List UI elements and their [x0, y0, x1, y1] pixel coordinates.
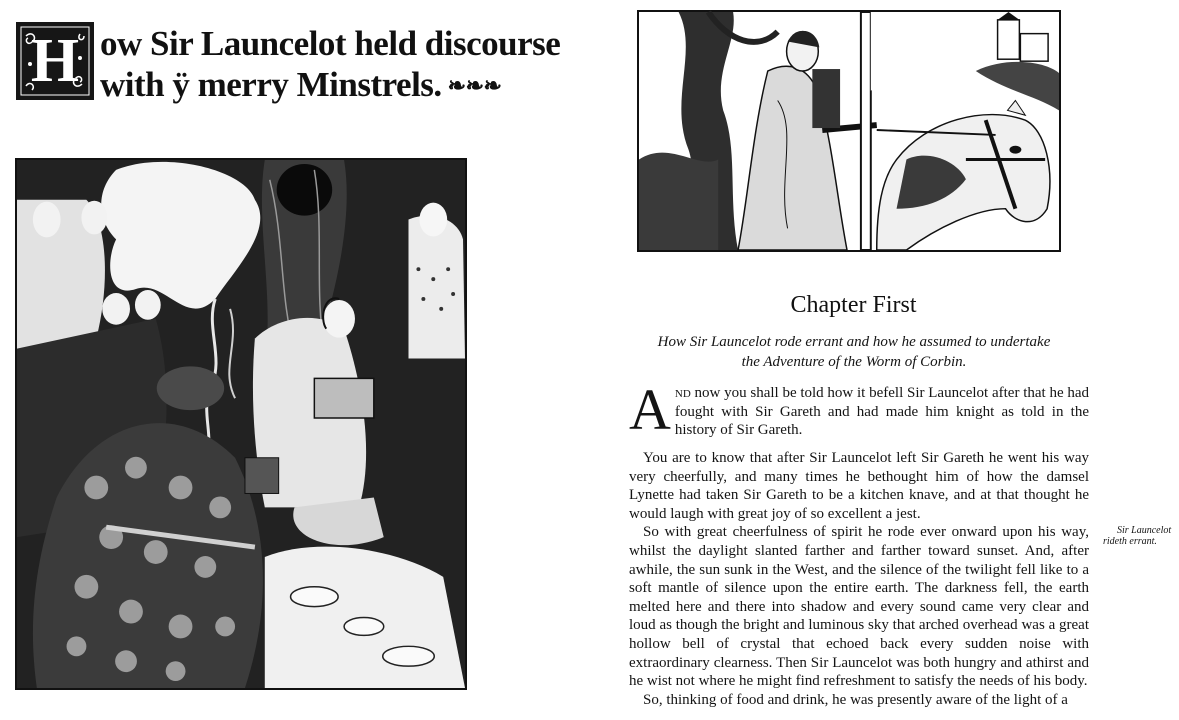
title-line-1: ow Sir Launcelot held discourse	[100, 24, 561, 63]
paragraph-1-text: now you shall be told how it befell Sir Launcelot after that he had fought with Sir Gareth and had made him knight as told in the history of Sir Gareth.	[674, 385, 1090, 439]
plate-title	[16, 22, 561, 106]
paragraph-1	[629, 377, 1090, 442]
drop-cap-initial: A	[629, 377, 671, 442]
illustration-minstrels-campfire	[15, 158, 467, 690]
chapter-title: Chapter First	[790, 292, 917, 318]
left-page	[0, 0, 569, 720]
paragraph-4: So, thinking of food and drink, he was presently aware of the light of a	[643, 691, 1068, 708]
chapter-subtitle: How Sir Launcelot rode errant and how he assumed to undertake the Adventure of the Worm of Corbin.	[657, 334, 1051, 370]
right-page	[569, 0, 1172, 720]
drop-cap-letter: H	[30, 27, 80, 95]
margin-note: Sir Launcelot rideth errant.	[1103, 525, 1172, 548]
paragraph-3-text: So with great cheerfulness of spirit he rode ever onward upon his way, whilst the daylight slanted farther and farther toward sunset. And, after awhile, the sun sunk in the West, and the silence of the twilight fell like to a soft mantle of silence upon the entire earth. The darkness fell, the earth melted here and there into shadow and every sound came very clear and loud as though the bright and luminous sky that arched overhead was a great hollow bell of crystal that echoed back every sudden noise with extraordinary clearness. Then Sir Launcelot was both hungry and athirst and he wist not where he might find refreshment to satisfy the needs of his body.	[629, 524, 1089, 690]
knight-horse-art	[639, 12, 1059, 250]
title-line-2-text: with ÿ merry Minstrels.	[100, 65, 442, 104]
title-line-2	[100, 66, 501, 105]
ornamental-drop-cap	[16, 22, 94, 100]
leaf-ornament-icon: ❧❧❧	[447, 73, 502, 98]
initial-rest: nd	[674, 385, 691, 401]
paragraph-3	[629, 523, 1172, 690]
illustration-knight-and-horse	[637, 10, 1061, 252]
paragraph-2: You are to know that after Sir Launcelot left Sir Gareth he went his way very cheerfully, and many times he bethought him of how the damsel Lynette had taken Sir Gareth to be a kitchen knave, and at that thought he would laugh with great joy of so excellent a jest.	[629, 450, 1089, 522]
campfire-scene-art	[17, 160, 465, 688]
body-text	[629, 377, 1172, 709]
